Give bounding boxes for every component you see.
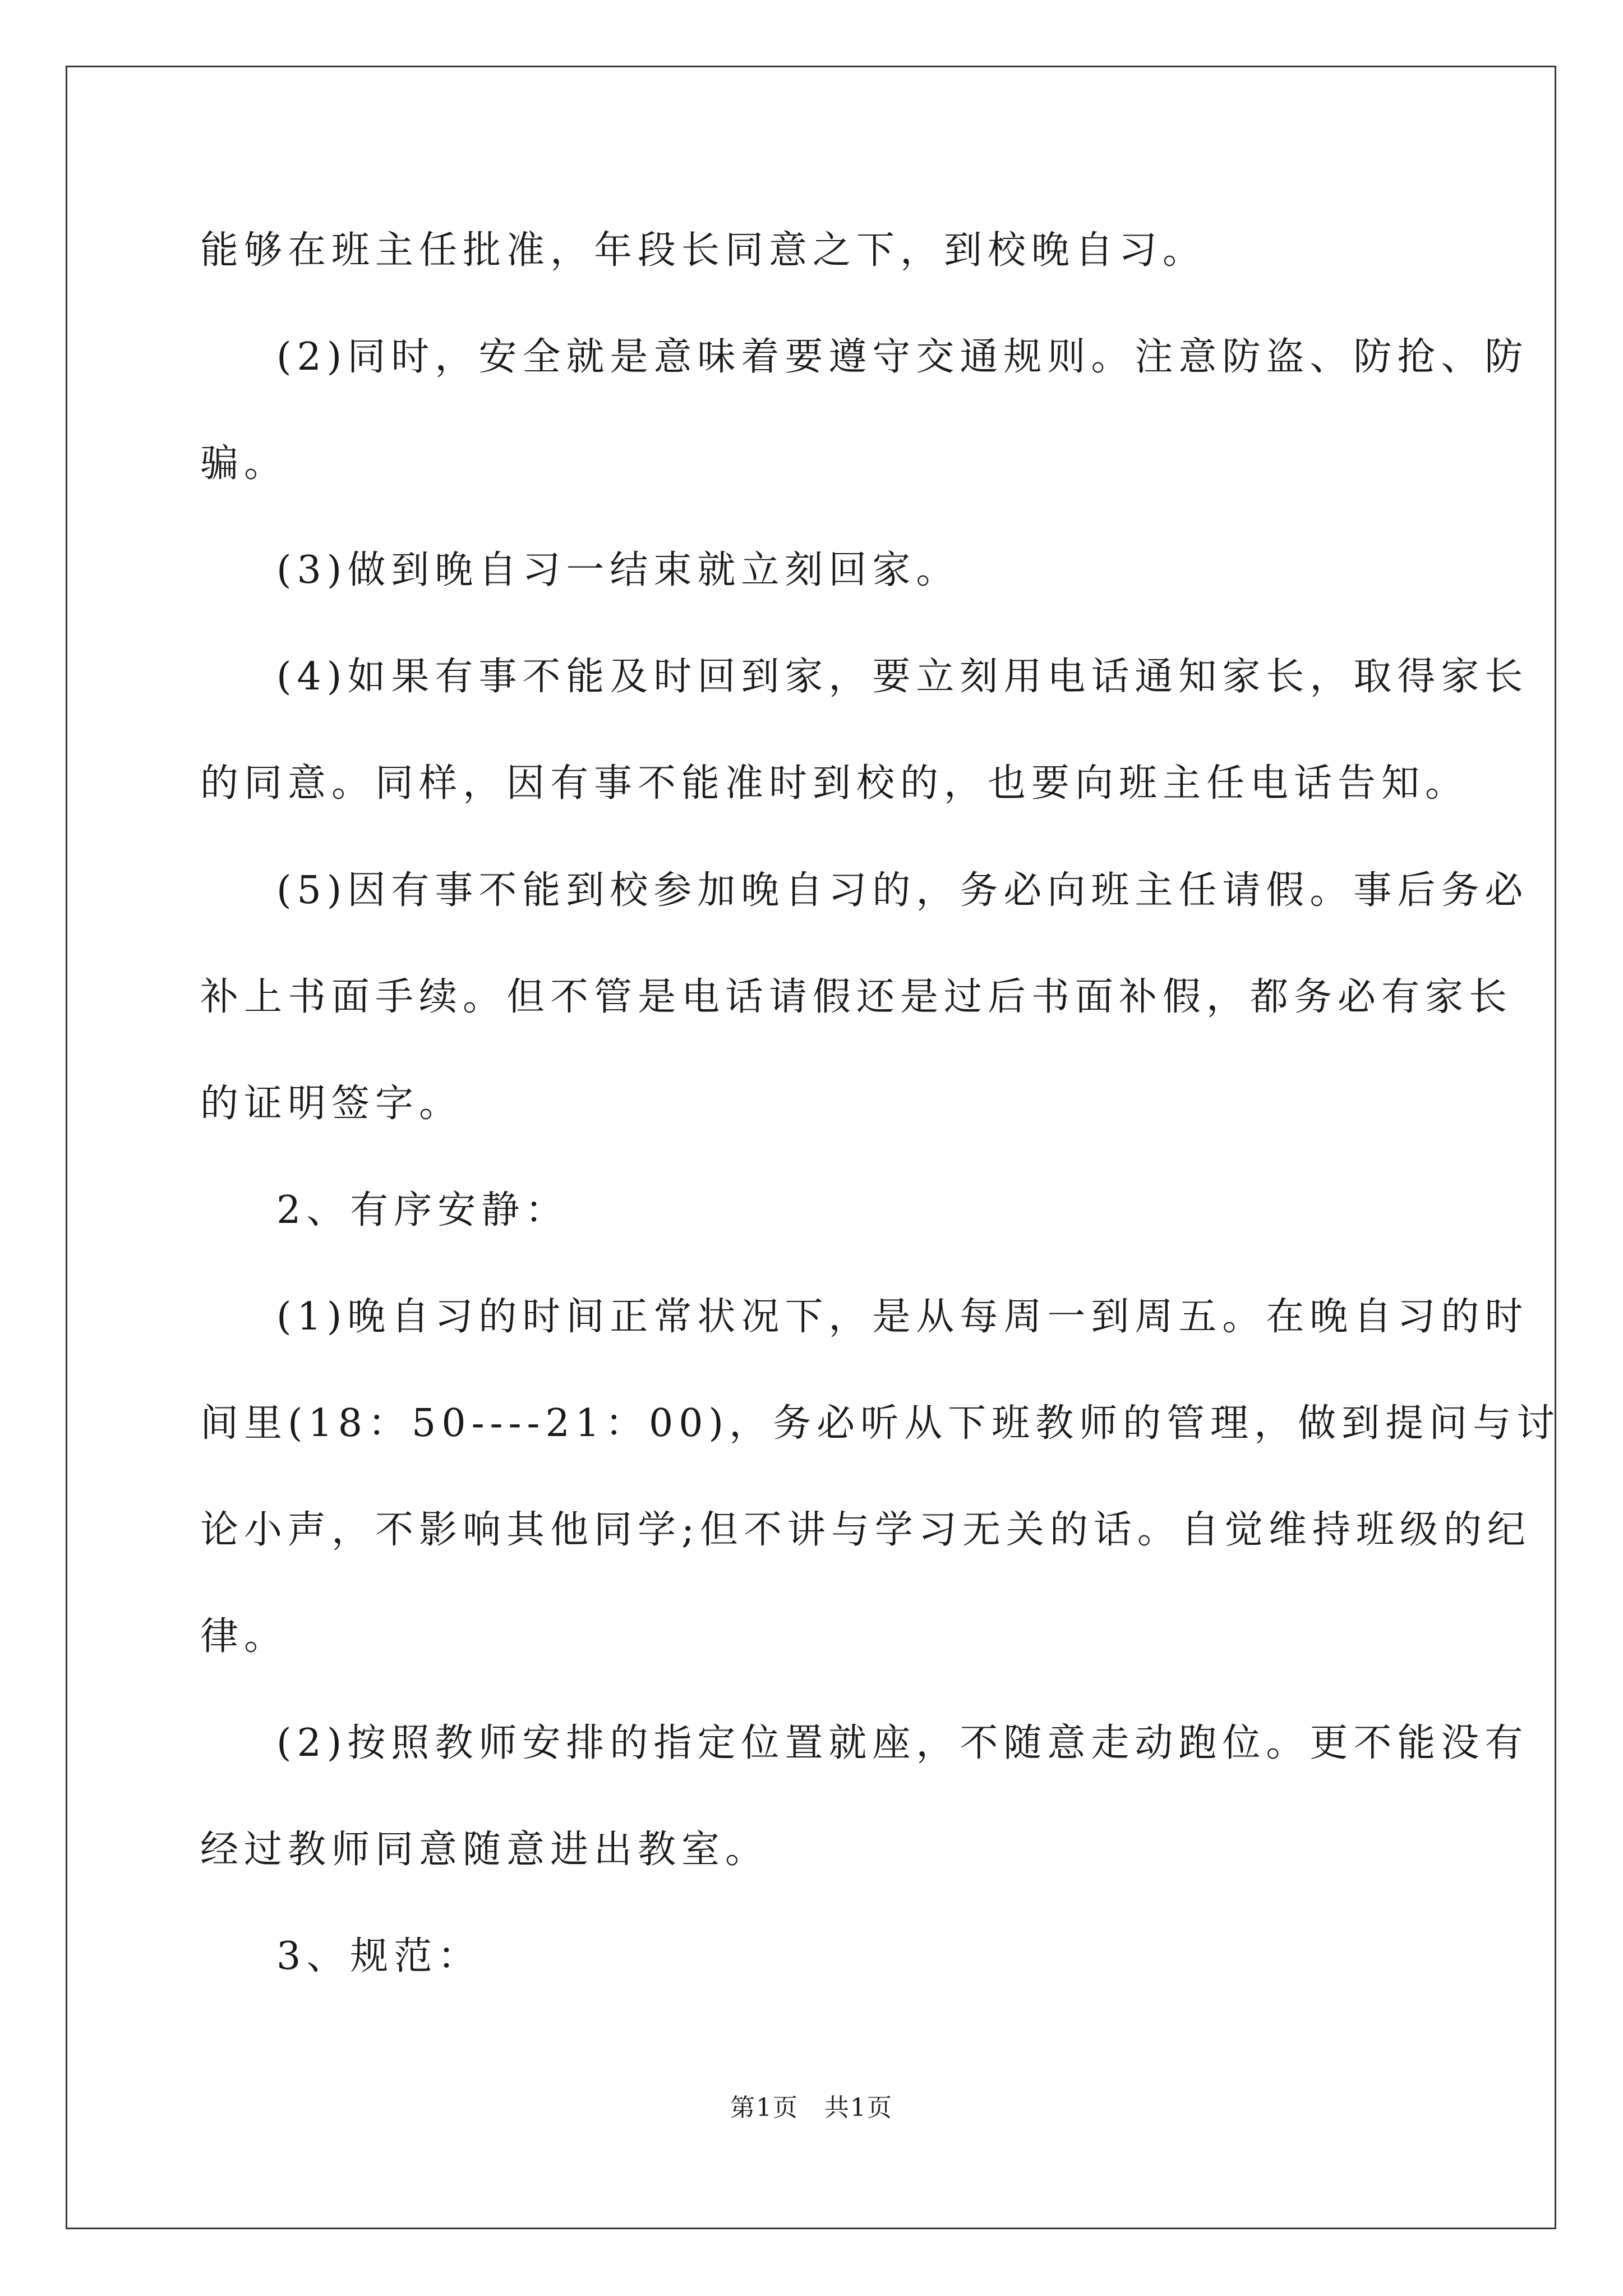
text-line: 能够在班主任批准，年段长同意之下，到校晚自习。 [200,228,1207,273]
text-line: 间里(18：50----21：00)，务必听从下班教师的管理，做到提问与讨 [200,1401,1561,1446]
text-line: (3)做到晚自习一结束就立刻回家。 [276,548,960,592]
text-line: (5)因有事不能到校参加晚自习的，务必向班主任请假。事后务必 [276,868,1529,913]
text-line: 经过教师同意随意进出教室。 [200,1828,769,1872]
text-line: 论小声，不影响其他同学;但不讲与学习无关的话。自觉维持班级的纪 [200,1508,1531,1552]
text-line: 的证明签字。 [200,1082,463,1126]
section-heading: 3、规范： [276,1934,482,1978]
text-line: (1)晚自习的时间正常状况下，是从每周一到周五。在晚自习的时 [276,1295,1529,1339]
page-footer: 第1页 共1页 [730,2093,893,2122]
section-heading: 2、有序安静： [276,1188,569,1232]
text-line: (2)同时，安全就是意味着要遵守交通规则。注意防盗、防抢、防 [276,335,1529,379]
text-line: 骗。 [200,441,288,486]
text-line: (4)如果有事不能及时回到家，要立刻用电话通知家长，取得家长 [276,655,1529,699]
text-line: (2)按照教师安排的指定位置就座，不随意走动跑位。更不能没有 [276,1721,1529,1765]
text-line: 律。 [200,1614,288,1659]
page-border [66,66,1556,2229]
text-line: 补上书面手续。但不管是电话请假还是过后书面补假，都务必有家长 [200,975,1513,1019]
text-line: 的同意。同样，因有事不能准时到校的，也要向班主任电话告知。 [200,761,1469,806]
